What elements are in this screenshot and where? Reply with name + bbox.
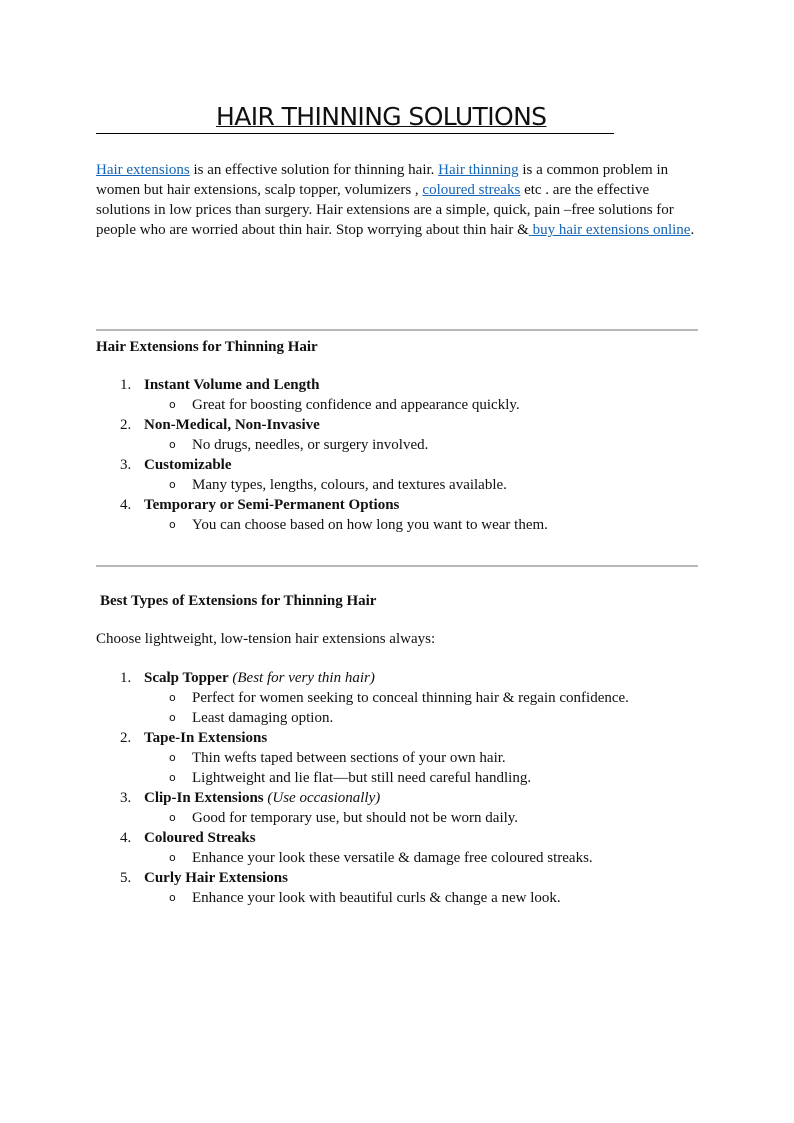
sub-list-item [96,688,696,708]
circle-bullet-icon: o [169,691,176,704]
intro-text-4: . [690,222,695,238]
sub-list-item-text: Lightweight and lie flat—but still need careful handling. [192,770,532,786]
section-divider [96,565,698,567]
circle-bullet-icon: o [169,478,176,491]
sub-list-item [96,395,696,415]
list-item [96,728,696,748]
list-item-number: 4. [120,497,132,513]
section1-heading: Hair Extensions for Thinning Hair [96,339,318,355]
circle-bullet-icon: o [169,398,176,411]
sub-list-item [96,808,696,828]
list-item [96,668,696,688]
list-item-title: Tape-In Extensions [144,730,268,746]
sub-list-item [96,748,696,768]
hair-extensions-link[interactable]: Hair extensions [96,162,190,178]
list-item-number: 3. [120,790,132,806]
circle-bullet-icon: o [169,811,176,824]
list-item-number: 1. [120,670,132,686]
circle-bullet-icon: o [169,711,176,724]
list-item-text [144,375,696,395]
list-item-text [144,828,696,848]
sub-list-item-text: No drugs, needles, or surgery involved. [192,437,429,453]
list-item-title: Customizable [144,457,232,473]
circle-bullet-icon: o [169,751,176,764]
list-item-text [144,495,696,515]
list-item-number: 2. [120,730,132,746]
buy-hair-extensions-link[interactable]: buy hair extensions online [528,222,691,238]
list-item [96,828,696,848]
sub-list-item [96,848,696,868]
title-block [96,100,614,136]
list-item [96,495,696,515]
list-item-number: 2. [120,417,132,433]
section-divider [96,329,698,331]
intro-text-2: is a common problem in women but hair extensions, scalp topper, volumizers , [96,162,669,198]
sub-list-item [96,515,696,535]
circle-bullet-icon: o [169,438,176,451]
circle-bullet-icon: o [169,891,176,904]
intro-paragraph [96,160,698,240]
sub-list-item [96,435,696,455]
list-item-title: Clip-In Extensions [144,790,264,806]
list-item-title: Instant Volume and Length [144,377,320,393]
title-underline [96,133,614,134]
section2-list [96,668,696,908]
list-item-number: 1. [120,377,132,393]
list-item-text [144,868,696,888]
list-item-number: 5. [120,870,132,886]
sub-list-item [96,475,696,495]
list-item-title: Temporary or Semi-Permanent Options [144,497,400,513]
section2-lead: Choose lightweight, low-tension hair extensions always: [96,631,436,647]
section2-heading: Best Types of Extensions for Thinning Hair [100,593,377,609]
circle-bullet-icon: o [169,771,176,784]
sub-list-item-text: Great for boosting confidence and appearance quickly. [192,397,520,413]
section1-list [96,375,696,535]
list-item [96,375,696,395]
list-item-text [144,415,696,435]
sub-list-item [96,708,696,728]
list-item-number: 4. [120,830,132,846]
list-item-title: Coloured Streaks [144,830,256,846]
sub-list-item-text: You can choose based on how long you want to wear them. [192,517,548,533]
list-item-text [144,668,696,688]
list-item [96,455,696,475]
list-item-title: Curly Hair Extensions [144,870,288,886]
sub-list-item [96,768,696,788]
sub-list-item-text: Least damaging option. [192,710,334,726]
page-title: HAIR THINNING SOLUTIONS [216,102,547,131]
list-item-title: Non-Medical, Non-Invasive [144,417,320,433]
list-item [96,868,696,888]
sub-list-item-text: Enhance your look with beautiful curls & change a new look. [192,890,561,906]
hair-thinning-link[interactable]: Hair thinning [438,162,519,178]
list-item-text [144,455,696,475]
intro-text-1: is an effective solution for thinning hair. [189,162,439,178]
list-item-text [144,728,696,748]
coloured-streaks-link[interactable]: coloured streaks [422,182,521,198]
sub-list-item-text: Many types, lengths, colours, and textures available. [192,477,507,493]
circle-bullet-icon: o [169,851,176,864]
intro-text-3: etc . are the effective solutions in low prices than surgery. Hair extensions are a simple, quick, pain –free solutions for people who are worried about thin hair. Stop worrying about thin hair & [96,182,674,238]
sub-list-item-text: Enhance your look these versatile & damage free coloured streaks. [192,850,593,866]
list-item [96,415,696,435]
list-item-text [144,788,696,808]
list-item-title: Scalp Topper [144,670,229,686]
sub-list-item-text: Thin wefts taped between sections of your own hair. [192,750,506,766]
circle-bullet-icon: o [169,518,176,531]
list-item [96,788,696,808]
sub-list-item-text: Good for temporary use, but should not be worn daily. [192,810,519,826]
sub-list-item-text: Perfect for women seeking to conceal thinning hair & regain confidence. [192,690,629,706]
list-item-note: (Use occasionally) [267,790,381,806]
sub-list-item [96,888,696,908]
list-item-note: (Best for very thin hair) [232,670,375,686]
list-item-number: 3. [120,457,132,473]
